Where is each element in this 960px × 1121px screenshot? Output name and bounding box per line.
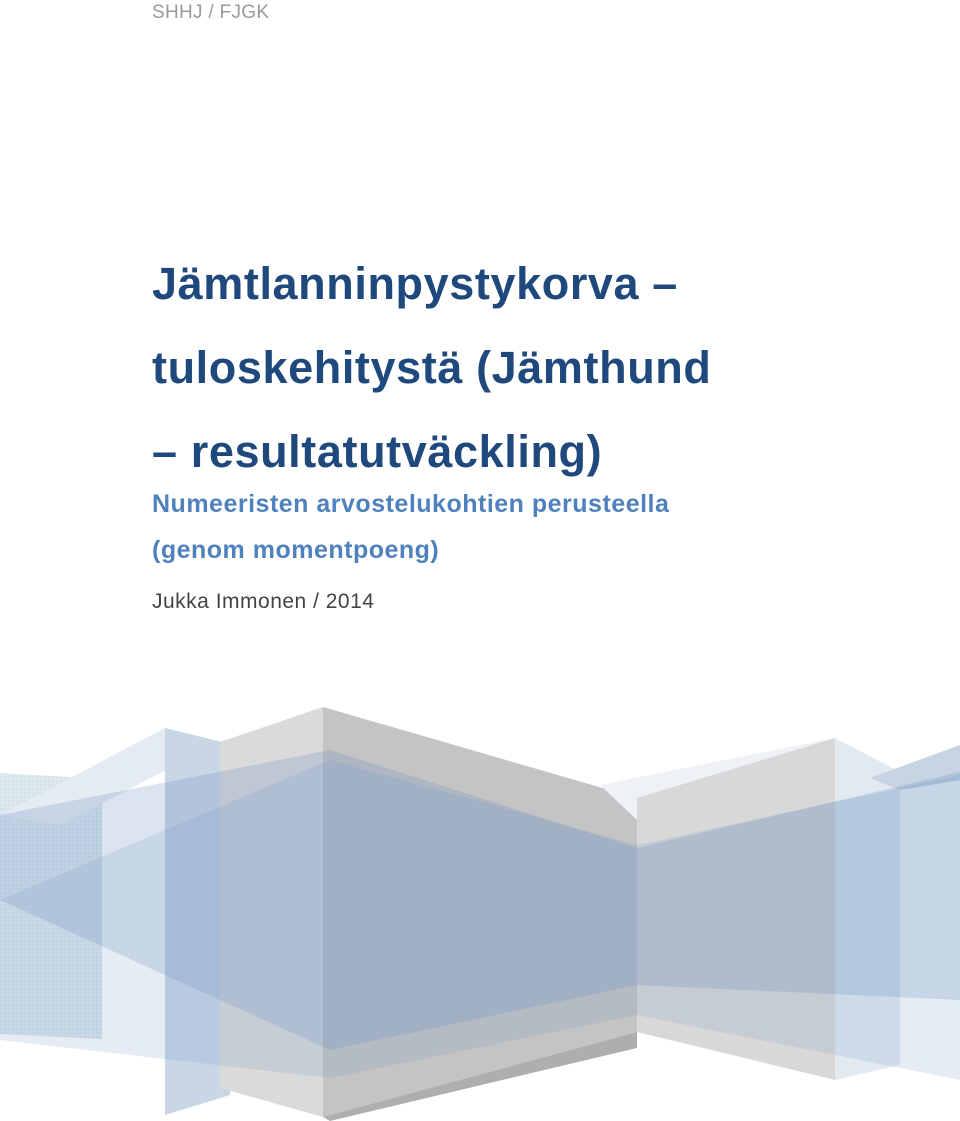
document-header: SHHJ / FJGK <box>152 2 270 23</box>
title-line-1: Jämtlanninpystykorva – <box>152 258 678 309</box>
subtitle-line-2: (genom momentpoeng) <box>152 536 440 564</box>
cover-decorative-graphic <box>0 690 960 1121</box>
document-title <box>152 242 932 494</box>
title-line-2: tuloskehitystä (Jämthund <box>152 342 712 393</box>
subtitle-line-1: Numeeristen arvostelukohtien perusteella <box>152 490 670 518</box>
document-subtitle <box>152 481 669 573</box>
title-line-3: – resultatutväckling) <box>152 426 603 477</box>
author-line: Jukka Immonen / 2014 <box>152 590 375 613</box>
title-block <box>152 242 932 494</box>
